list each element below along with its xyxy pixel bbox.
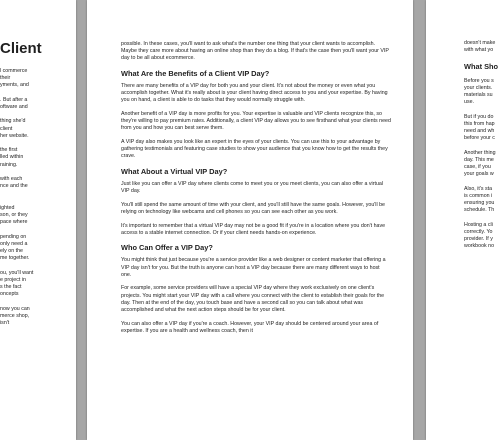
text-line-fragment: oncepts [0,291,19,298]
text-line-fragment [0,262,74,269]
text-line-fragment: this from hap [464,121,495,128]
paragraph: possible. In these cases, you'll want to ask what's the number one thing that your client wants to accomplish. Maybe they care more about having an online shop than they do a blog. If that's the case then you'll want your VIP day to be all about ecommerce. [121,41,389,62]
text-line-fragment: son, or they [0,212,28,219]
text-line-fragment: schedule. Th [464,207,495,214]
text-line-fragment [0,169,74,176]
text-line-fragment [0,226,74,233]
text-line-fragment: e project in [0,276,26,283]
previous-page [0,0,76,440]
text-line-fragment [0,90,74,97]
text-line-fragment: oftware and [0,104,28,111]
paragraph: There are many benefits of a VIP day for both you and your client. It's not about the money or even what you accomplish together. What it's really about is your client having direct access to you and your expertise. By having you on hand, a client is able to do tasks that they would normally struggle with. [121,83,388,104]
paragraph: Another benefit of a VIP day is more profits for you. Your expertise is valuable and VIP clients recognize this, so they're willing to pay premium rates. Additionally, a client VIP day allows you to see firsthand what your clients need from you and how you can best serve them. [121,111,391,132]
text-line-fragment: ou, you'll want [0,269,34,276]
text-line-fragment: day. This me [464,157,494,164]
text-line-fragment: her website. [0,132,29,139]
text-line-fragment: yments, and [0,82,29,89]
text-line-fragment: case, if you [464,164,491,171]
next-page-lines [464,40,500,251]
text-line-fragment: Hosting a cli [464,221,493,228]
text-line-fragment: only need a [0,240,28,247]
text-line-fragment [464,71,500,78]
paragraph: A VIP day also makes you look like an expert in the eyes of your clients. You can use this to your advantage by gathering testimonials and featuring case studies to show your audience that you know how to get the results they crave. [121,139,388,160]
text-line-fragment: your clients. [464,85,493,92]
text-line-fragment: ensuring you [464,200,495,207]
text-line-fragment: correctly. Yo [464,229,493,236]
text-line-fragment: use. [464,99,475,106]
paragraph: Just like you can offer a VIP day where clients come to meet you or you meet clients, you can also offer a virtual VIP day. [121,181,384,195]
text-line-fragment: client [0,125,13,132]
page-body [121,41,391,341]
paragraph: You might think that just because you're a service provider like a web designer or content marketer that offering a VIP day isn't for you. But the truth is anyone can host a VIP day because there are many different ways to host one. [121,257,386,278]
text-line-fragment: But if you do [464,113,494,120]
text-line-fragment: with what yo [464,47,494,54]
text-line-fragment [0,299,74,306]
text-line-fragment: provider. If y [464,236,493,243]
text-line-fragment: before your c [464,135,495,142]
text-line-fragment [0,198,74,205]
text-line-fragment: now you can [0,305,30,312]
text-line-fragment: l commerce [0,68,28,74]
text-line-fragment [464,215,500,222]
text-line-fragment: ely on the [0,248,23,255]
page-title-fragment: Client [0,40,42,57]
text-line-fragment [464,107,500,114]
text-line-fragment: Before you s [464,77,494,84]
heading-virtual-vip-day: What About a Virtual VIP Day? [121,167,228,176]
text-line-fragment: their [0,75,11,82]
text-line-fragment: nce and the [0,183,28,190]
text-line-fragment [0,140,74,147]
text-line-fragment: s the fact [0,284,22,291]
text-line-fragment: raining. [0,161,18,168]
previous-page-lines [0,68,74,327]
text-line-fragment: thing she'd [0,118,26,125]
previous-page-text [0,40,74,327]
text-line-fragment: materials su [464,92,493,99]
text-line-fragment: Also, it's sta [464,185,493,192]
paragraph: For example, some service providers will have a special VIP day where they work exclusively on one client's projects. You might start your VIP day with a call where you connect with the client to establish their goals for the day. Then at the end of the day, you touch base and have a second call so you can talk about what was accomplished and what the next action steps should be for your client. [121,285,385,313]
text-line-fragment [0,190,74,197]
text-line-fragment: ighted [0,204,15,211]
text-line-fragment: Another thing [464,149,496,156]
text-line-fragment: need and wh [464,128,495,135]
current-page [87,0,413,440]
text-line-fragment: lled within [0,154,24,161]
text-line-fragment: pending on [0,233,27,240]
text-line-fragment: me together. [0,255,30,262]
text-line-fragment: pace where [0,219,28,226]
heading-benefits: What Are the Benefits of a Client VIP Day? [121,69,270,78]
text-line-fragment: doesn't make [464,40,496,46]
paragraph: You can also offer a VIP day if you're a coach. However, your VIP day should be centered around your area of expertise. If you are a health and wellness coach, then it [121,320,379,334]
text-line-fragment: . But after a [0,96,28,103]
text-line-fragment: your goals w [464,171,494,178]
text-line-fragment: the first [0,147,18,154]
text-line-fragment: is common i [464,193,493,200]
text-line-fragment [464,179,500,186]
text-line-fragment [464,54,500,61]
text-line-fragment: merce shop, [0,312,30,319]
text-line-fragment: with each [0,176,23,183]
heading-who-can-offer: Who Can Offer a VIP Day? [121,243,213,253]
next-page-text [464,40,500,251]
text-line-fragment [0,111,74,118]
text-line-fragment [464,143,500,150]
heading-fragment: What Sho [464,61,499,71]
paragraph: You'll still spend the same amount of time with your client, and you'll still have the same goals. However, you'll be relying on technology like webcams and cell phones so you can see each other as you work. [121,201,385,215]
paragraph: It's important to remember that a virtual VIP day may not be a good fit if you're in a location where you don't have access to a stable internet connection. Or if your client needs hands-on experience. [121,222,386,236]
text-line-fragment: workbook no [464,243,495,250]
text-line-fragment: isn't [0,320,10,327]
next-page [426,0,500,440]
